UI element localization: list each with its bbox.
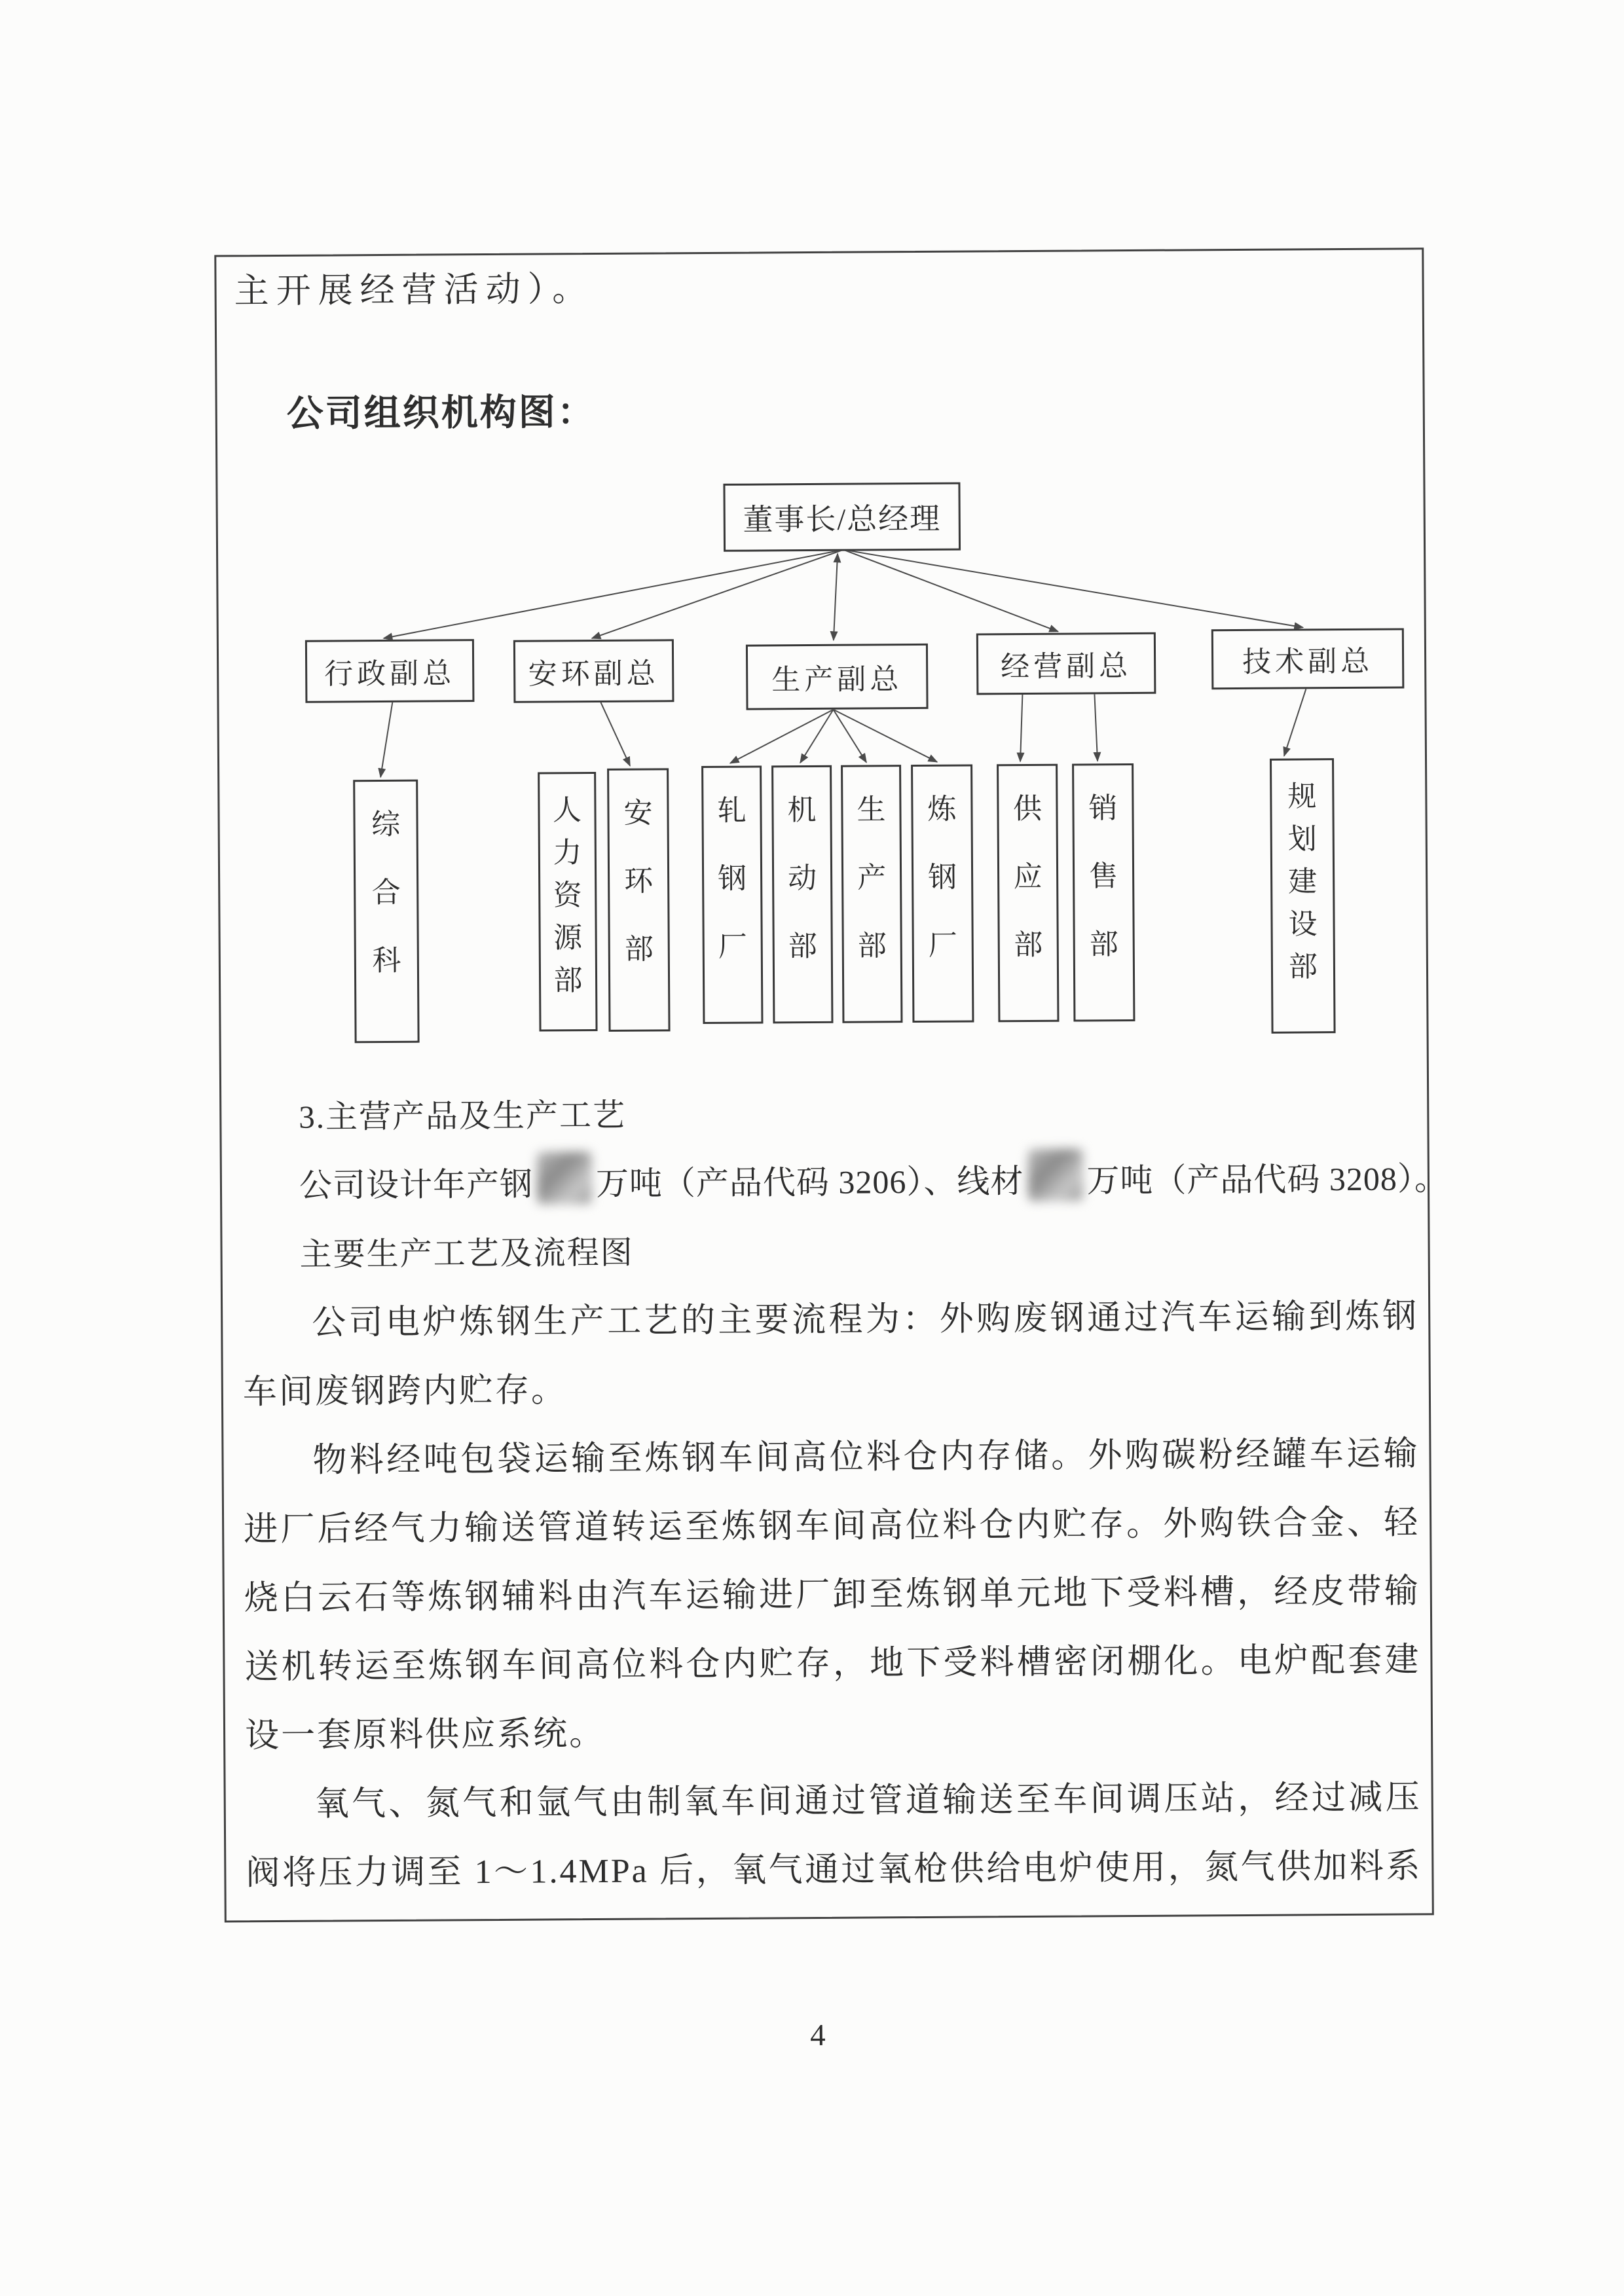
- paragraph-line: 进厂后经气力输送管道转运至炼钢车间高位料仓内贮存。外购铁合金、轻: [244, 1504, 1420, 1549]
- capacity-part2: 万吨（产品代码 3206）、线材: [595, 1163, 1024, 1203]
- org-node-label: 技术副总: [1242, 645, 1374, 678]
- paragraph-line: 车间废钢跨内贮存。: [242, 1372, 568, 1412]
- connector-root-anhuan: [591, 550, 844, 638]
- org-node-jishu: [1211, 628, 1405, 689]
- org-node-label: 经营副总: [1000, 650, 1132, 683]
- org-node-anhuan: [513, 639, 674, 702]
- org-node-jingying: [976, 632, 1156, 695]
- org-node-guihua: 规 划 建 设 部: [1270, 758, 1336, 1034]
- paragraph-line: 烧白云石等炼钢辅料由汽车运输进厂卸至炼钢单元地下受料槽，经皮带输: [244, 1573, 1420, 1618]
- org-chart-heading: 公司组织机构图：: [286, 390, 596, 434]
- paragraph-line: 公司电炉炼钢生产工艺的主要流程为：外购废钢通过汽车运输到炼钢: [312, 1298, 1419, 1342]
- org-node-shengchan: [746, 644, 929, 710]
- connector-jingying-gongying: [1020, 695, 1023, 761]
- redacted-value-blur: [1027, 1148, 1082, 1201]
- page-number: 4: [810, 2018, 826, 2053]
- connector-root-jishu: [843, 547, 1303, 630]
- connector-root-shengchan: [833, 554, 838, 640]
- capacity-line: [242, 1144, 1449, 1220]
- products-process-section: [241, 1076, 1449, 1908]
- org-node-label: 行政副总: [324, 657, 456, 691]
- capacity-part3: 万吨（产品代码 3208）。: [1086, 1160, 1449, 1199]
- paragraph-line: 阀将压力调至 1～1.4MPa 后，氧气通过氧枪供给电炉使用，氮气供加料系: [246, 1848, 1422, 1893]
- intro-line: 主开展经营活动）。: [234, 270, 595, 311]
- page-border-frame: [214, 247, 1449, 1922]
- connector-root-xingzheng: [383, 550, 844, 638]
- org-node-zonghe: 综 合 科: [353, 780, 419, 1044]
- org-node-jidong: 机 动 部: [771, 765, 833, 1024]
- paragraph-line: 物料经吨包袋运输至炼钢车间高位料仓内存储。外购碳粉经罐车运输: [312, 1435, 1420, 1480]
- org-node-liangang: 炼 钢 厂: [911, 764, 974, 1023]
- connector-shengchan-liangang: [834, 709, 937, 763]
- org-node-gongying: 供 应 部: [997, 764, 1059, 1023]
- org-node-label: 生产副总: [771, 663, 903, 697]
- section-subheading: 主要生产工艺及流程图: [299, 1234, 634, 1273]
- connector-shengchan-zhagang: [730, 710, 834, 763]
- org-node-root-label: 董事长/总经理: [743, 501, 942, 537]
- connector-root-jingying: [843, 549, 1058, 633]
- org-node-anhuanbu: 安 环 部: [607, 768, 670, 1032]
- org-node-root: [723, 483, 961, 552]
- org-node-renli: 人 力 资 源 部: [538, 772, 597, 1032]
- capacity-part1: 公司设计年产钢: [299, 1165, 534, 1204]
- section-heading: 3.主营产品及生产工艺: [299, 1097, 627, 1135]
- paragraph-line: 设一套原料供应系统。: [244, 1715, 606, 1755]
- paragraph-line: 送机转运至炼钢车间高位料仓内贮存，地下受料槽密闭棚化。电炉配套建: [244, 1641, 1421, 1686]
- org-node-label: 安环副总: [528, 657, 659, 691]
- connector-xingzheng-zonghe: [380, 702, 393, 777]
- org-node-shengchanbu: 生 产 部: [841, 765, 902, 1023]
- org-node-xiaoshou: 销 售 部: [1072, 763, 1135, 1022]
- paragraph-line: 氧气、氮气和氩气由制氧车间通过管道输送至车间调压站，经过减压: [314, 1779, 1422, 1823]
- org-node-xingzheng: [305, 639, 475, 703]
- connector-jishu-guihua: [1283, 689, 1306, 756]
- redacted-value-blur: [537, 1152, 592, 1205]
- connector-jingying-xiaoshou: [1094, 694, 1098, 761]
- connector-anhuan-anhuanbu: [600, 702, 630, 766]
- org-node-zhagang: 轧 钢 厂: [701, 765, 763, 1024]
